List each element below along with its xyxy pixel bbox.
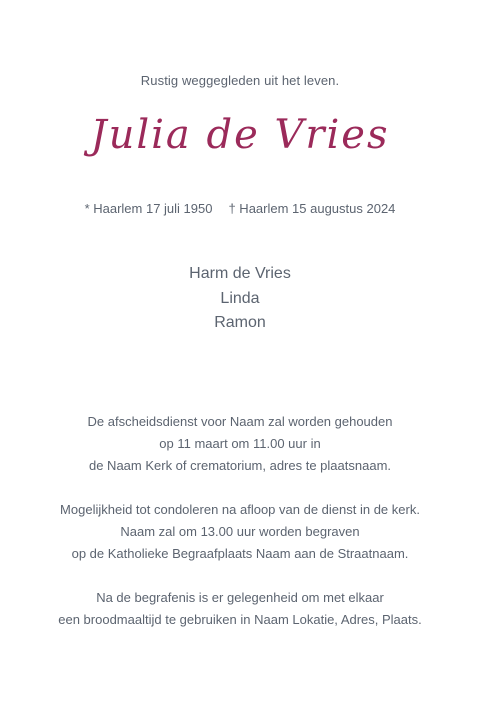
reception-line: Na de begrafenis is er gelegenheid om met elkaar xyxy=(96,590,384,605)
service-line: de Naam Kerk of crematorium, adres te plaatsnaam. xyxy=(88,458,392,473)
service-line: De afscheidsdienst voor Naam zal worden gehouden xyxy=(87,414,393,429)
deceased-name: Julia de Vries xyxy=(90,112,390,158)
condolence-line: Mogelijkheid tot condoleren na afloop van de dienst in de kerk. xyxy=(60,502,420,517)
service-line: op 11 maart om 11.00 uur in xyxy=(159,436,321,451)
intro-text: Rustig weggegleden uit het leven. xyxy=(140,73,340,88)
life-dates xyxy=(0,201,480,216)
family-member: Harm de Vries xyxy=(189,265,291,282)
family-member: Ramon xyxy=(214,314,266,331)
reception-line: een broodmaaltijd te gebruiken in Naam Lokatie, Adres, Plaats. xyxy=(58,612,422,627)
birth-date: * Haarlem 17 juli 1950 xyxy=(84,201,213,216)
condolence-line: Naam zal om 13.00 uur worden begraven xyxy=(120,524,360,539)
family-list xyxy=(0,262,480,336)
condolence-line: op de Katholieke Begraafplaats Naam aan de Straatnaam. xyxy=(71,546,409,561)
service-paragraph xyxy=(0,411,480,477)
death-date: † Haarlem 15 augustus 2024 xyxy=(228,201,396,216)
family-member: Linda xyxy=(220,289,260,307)
reception-paragraph xyxy=(0,587,480,631)
condolence-paragraph xyxy=(0,499,480,565)
